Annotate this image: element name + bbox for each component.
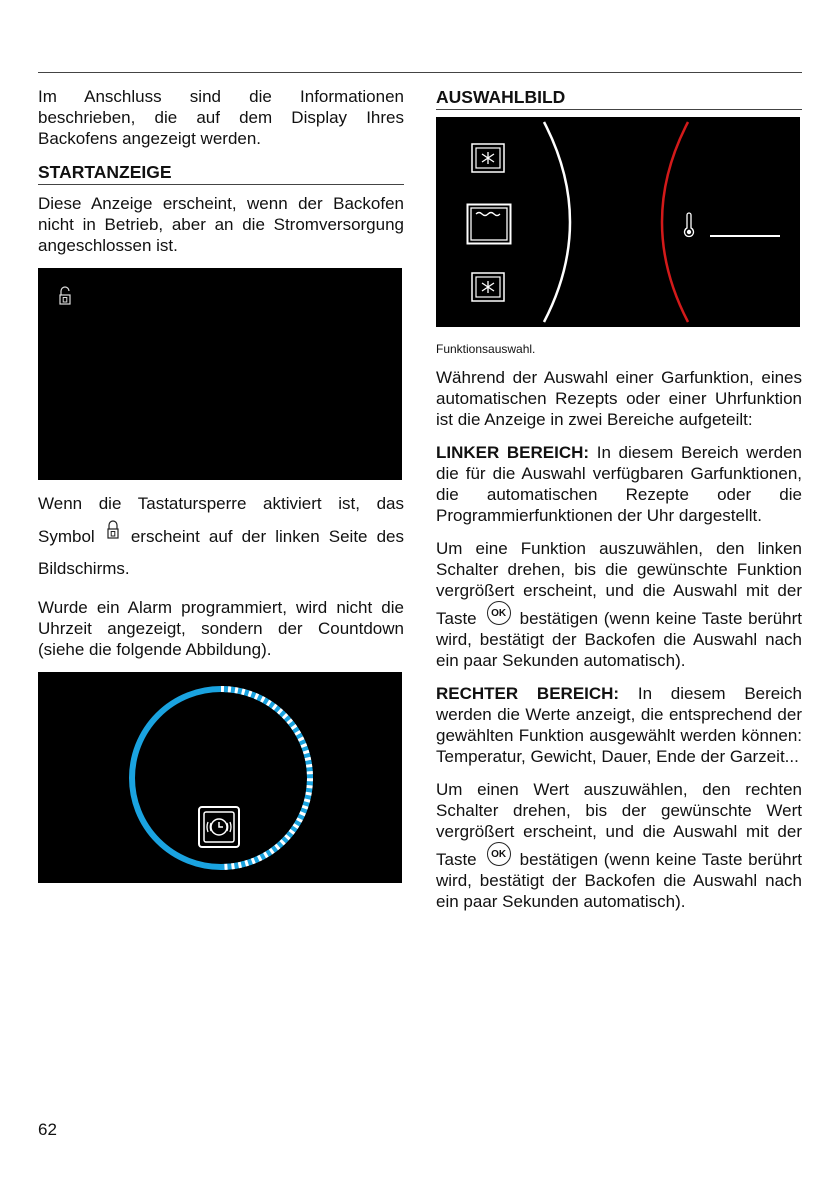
lock-icon: [106, 520, 120, 540]
select-function-paragraph: [436, 538, 802, 671]
left-column: [38, 86, 404, 883]
startanzeige-paragraph: Diese Anzeige erscheint, wenn der Backofen nicht in Betrieb, aber an die Stromversorgung angeschlossen ist.: [38, 194, 404, 255]
select-value-paragraph: [436, 779, 802, 912]
intro-paragraph: Im Anschluss sind die Informationen beschrieben, die auf dem Display Ihres Backofens angezeigt werden.: [38, 87, 404, 148]
lock-paragraph: [38, 488, 404, 585]
selection-screen: [436, 117, 800, 327]
fan-function-icon-bottom: [471, 272, 505, 302]
page-number: 62: [38, 1120, 57, 1139]
select-function-text-2: bestätigen (wenn keine Taste berührt wird, bestätigt der Backofen die Auswahl nach ein paar Sekunden automatisch).: [436, 609, 802, 670]
auswahlbild-heading: AUSWAHLBILD: [436, 86, 802, 110]
linker-text: In diesem Bereich werden die für die Auswahl verfügbaren Garfunktionen, die automatischen Rezepte oder die Programmierfunktionen der Uhr dargestellt.: [436, 443, 803, 525]
rechter-label: RECHTER BEREICH:: [436, 684, 620, 703]
countdown-screen: [38, 672, 402, 883]
oven-function-icon: [466, 203, 512, 245]
unlock-icon: [58, 286, 72, 306]
countdown-ring: [38, 672, 402, 883]
start-screen: [38, 268, 402, 480]
fan-function-icon-top: [471, 143, 505, 173]
select-function-text-1: Um eine Funktion auszuwählen, den linken Schalter drehen, bis die gewünschte Funktion vergrößert erscheint, und die Auswahl mit der Taste: [436, 539, 802, 628]
linker-paragraph: [436, 442, 802, 526]
rechter-paragraph: [436, 683, 802, 767]
top-rule: [38, 72, 802, 73]
thermometer-icon: [683, 212, 695, 238]
linker-label: LINKER BEREICH:: [436, 443, 590, 462]
select-value-text-1: Um einen Wert auszuwählen, den rechten Schalter drehen, bis der gewünschte Wert vergrößert erscheint, und die Auswahl mit der Taste: [436, 780, 802, 869]
rechter-text: In diesem Bereich werden die Werte anzeigt, die entsprechend der gewählten Funktion ausgewählt werden können: Temperatur, Gewicht, Dauer, Ende der Garzeit...: [436, 684, 802, 766]
startanzeige-heading: STARTANZEIGE: [38, 161, 404, 185]
figure-caption: Funktionsauswahl.: [436, 342, 536, 356]
alarm-clock-icon: [197, 805, 241, 849]
split-paragraph: Während der Auswahl einer Garfunktion, eines automatischen Rezepts oder einer Uhrfunktion ist die Anzeige in zwei Bereiche aufgeteilt:: [436, 368, 802, 429]
select-value-text-2: bestätigen (wenn keine Taste berührt wird, bestätigt der Backofen die Auswahl nach ein paar Sekunden automatisch).: [436, 850, 802, 911]
lock-text-before: Wenn die Tastatursperre aktiviert ist, das Symbol: [38, 494, 404, 546]
alarm-paragraph: Wurde ein Alarm programmiert, wird nicht die Uhrzeit angezeigt, sondern der Countdown (siehe die folgende Abbildung).: [38, 598, 404, 659]
right-column: [436, 86, 802, 924]
lock-text-after: erscheint auf der linken Seite des Bildschirms.: [38, 527, 404, 578]
ok-button-icon: OK: [487, 842, 511, 866]
ok-button-icon: OK: [487, 601, 511, 625]
